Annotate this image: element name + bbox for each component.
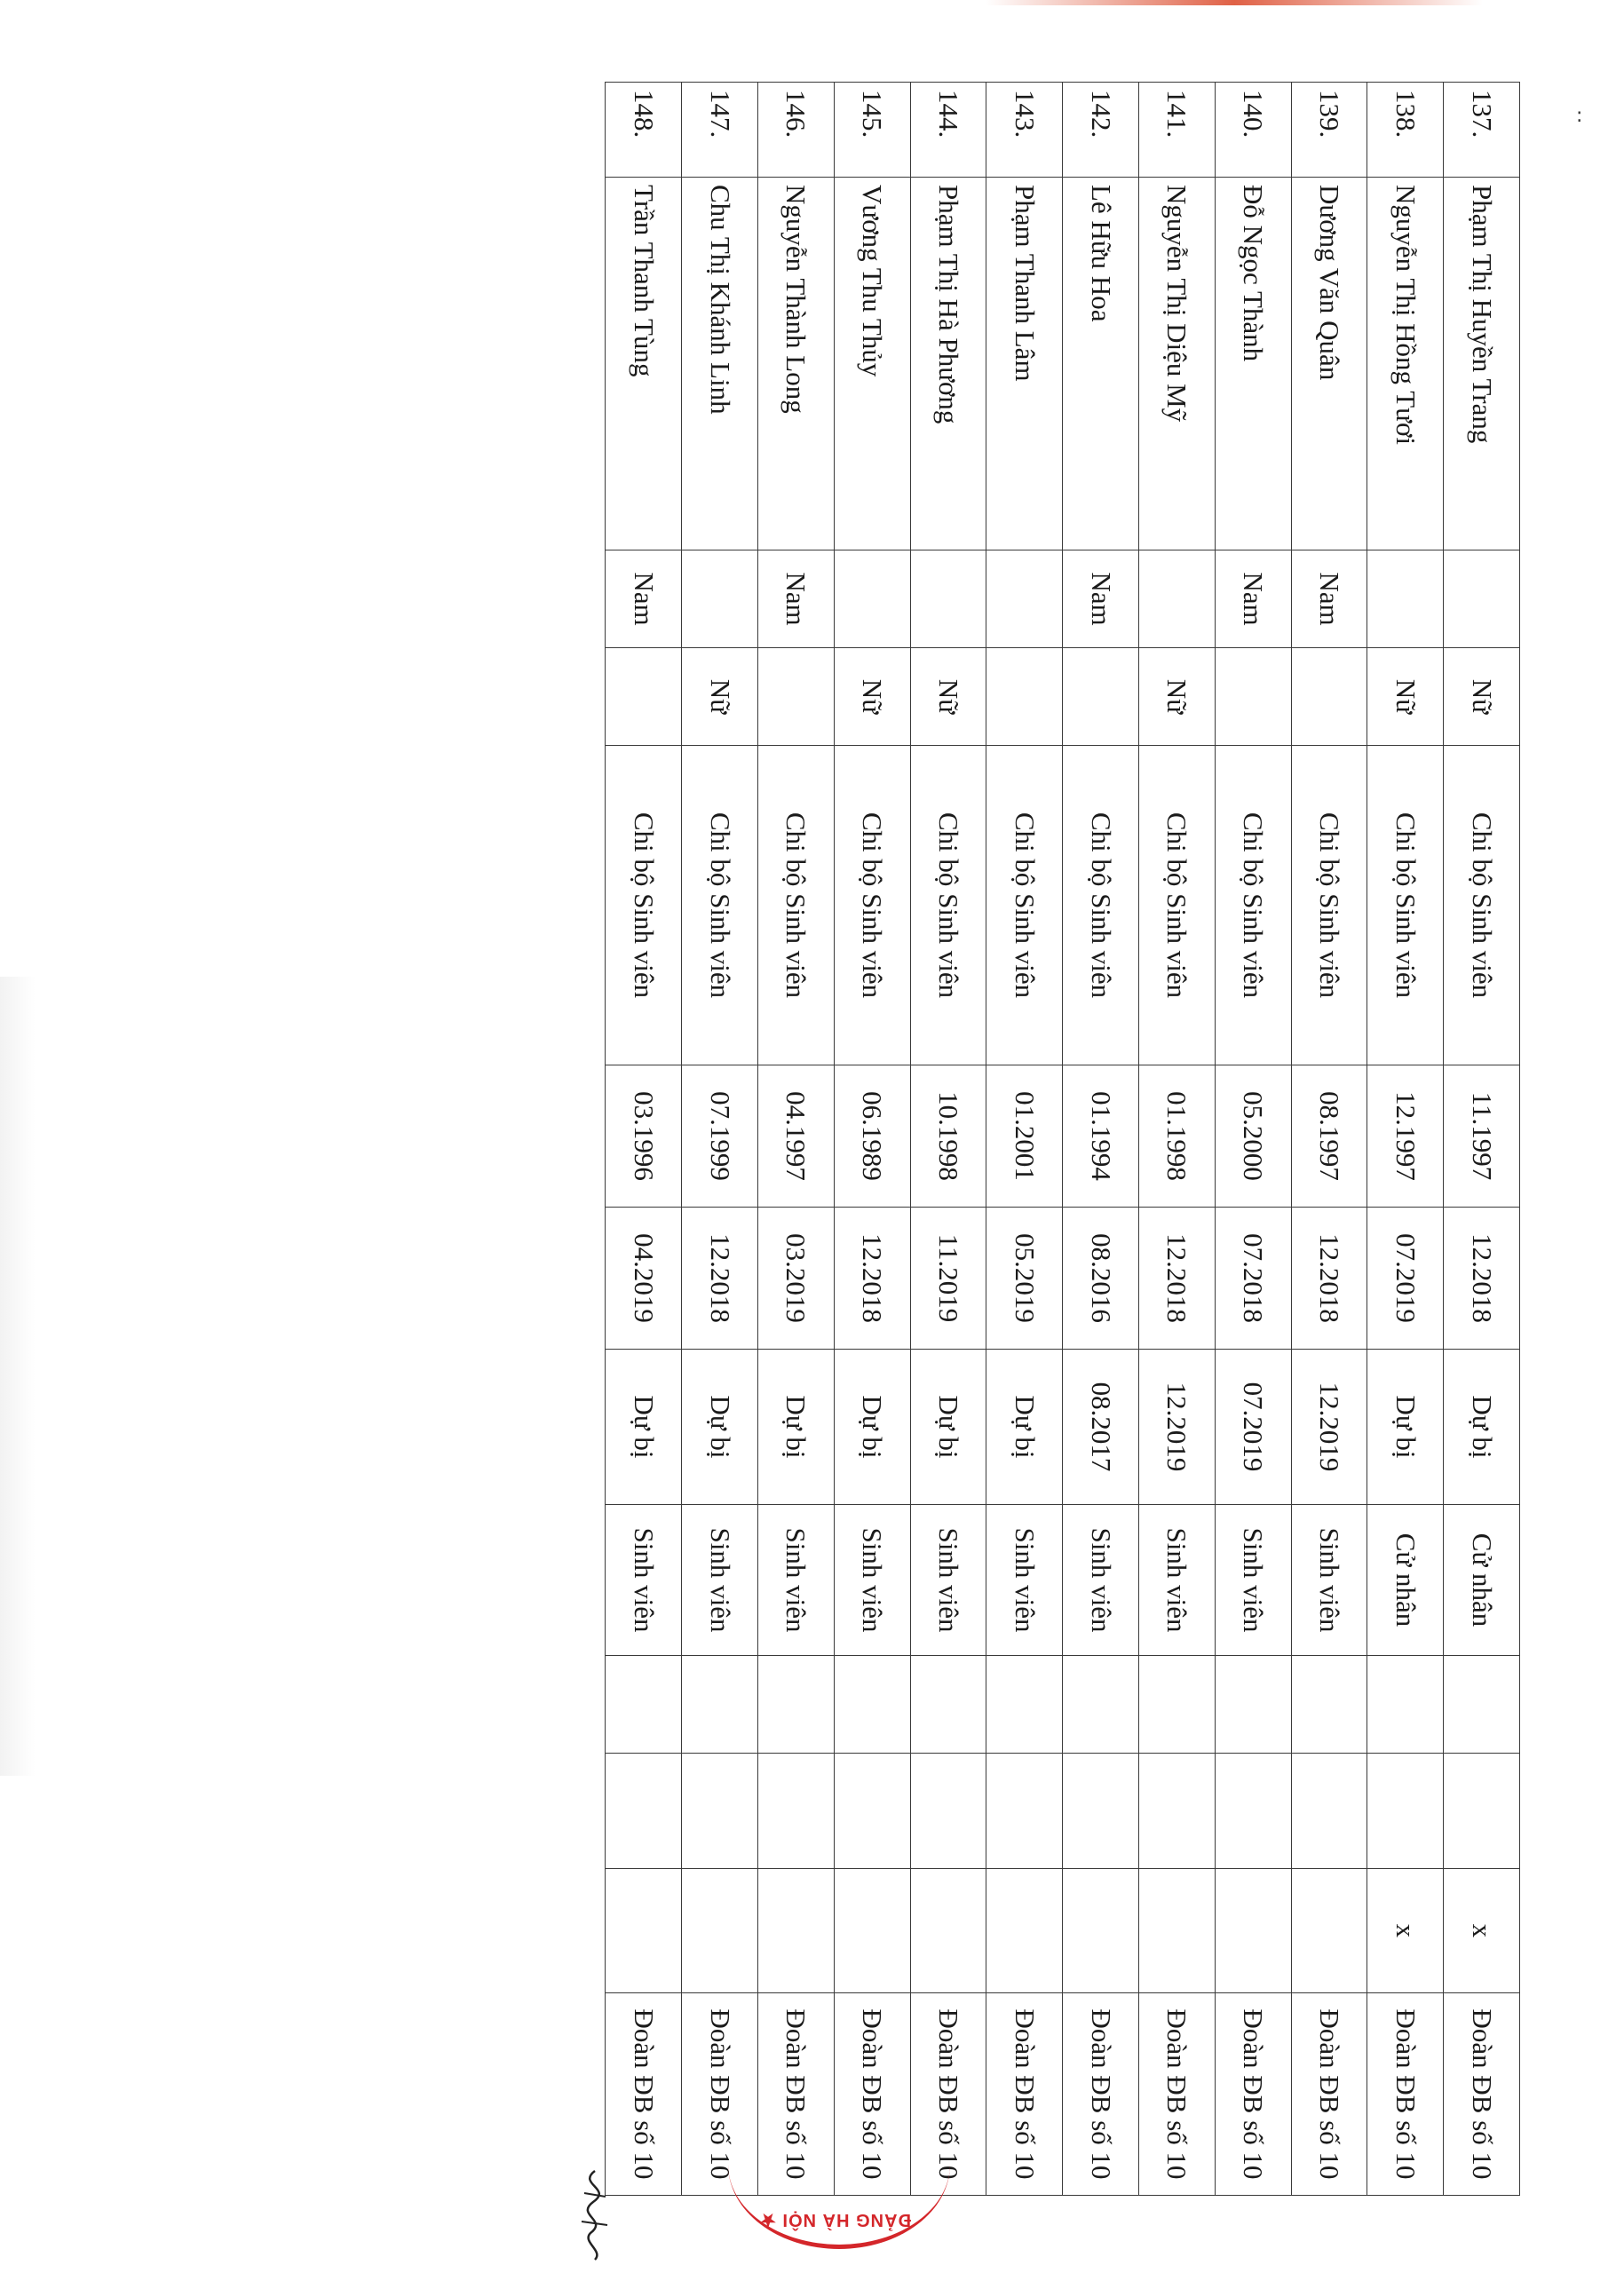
- selection-mark-cell: [834, 1869, 910, 1993]
- row-number-cell: 145.: [834, 83, 910, 178]
- party-unit-cell: Chi bộ Sinh viên: [834, 746, 910, 1065]
- table-row: [1139, 83, 1216, 2196]
- delegation-cell: Đoàn ĐB số 10: [1139, 1993, 1216, 2196]
- party-unit-cell: Chi bộ Sinh viên: [606, 746, 682, 1065]
- extra-column-2-cell: [986, 1754, 1063, 1869]
- occupation-cell: Sinh viên: [758, 1505, 835, 1656]
- join-date-cell: 12.2018: [1139, 1208, 1216, 1350]
- occupation-cell: Sinh viên: [1063, 1505, 1139, 1656]
- party-unit-cell: Chi bộ Sinh viên: [1291, 746, 1367, 1065]
- birth-date-cell: 12.1997: [1367, 1065, 1444, 1208]
- official-date-cell: Dự bị: [834, 1350, 910, 1505]
- birth-date-cell: 04.1997: [758, 1065, 835, 1208]
- occupation-cell: Sinh viên: [986, 1505, 1063, 1656]
- extra-column-2-cell: [1444, 1754, 1520, 1869]
- join-date-cell: 08.2016: [1063, 1208, 1139, 1350]
- official-date-cell: 07.2019: [1215, 1350, 1291, 1505]
- member-name-cell: Nguyễn Thị Hồng Tươi: [1367, 178, 1444, 550]
- birth-date-cell: 11.1997: [1444, 1065, 1520, 1208]
- delegation-cell: Đoàn ĐB số 10: [1444, 1993, 1520, 2196]
- selection-mark-cell: [910, 1869, 986, 1993]
- official-date-cell: 12.2019: [1291, 1350, 1367, 1505]
- official-date-cell: Dự bị: [682, 1350, 758, 1505]
- table-row: [1215, 83, 1291, 2196]
- party-unit-cell: Chi bộ Sinh viên: [758, 746, 835, 1065]
- selection-mark-cell: x: [1444, 1869, 1520, 1993]
- delegation-cell: Đoàn ĐB số 10: [1291, 1993, 1367, 2196]
- member-name-cell: Phạm Thị Huyền Trang: [1444, 178, 1520, 550]
- selection-mark-cell: [1215, 1869, 1291, 1993]
- occupation-cell: Sinh viên: [910, 1505, 986, 1656]
- member-name-cell: Dương Văn Quân: [1291, 178, 1367, 550]
- extra-column-1-cell: [910, 1656, 986, 1754]
- stamp-text: ĐẢNG HÀ NỘI ★: [759, 2210, 911, 2229]
- occupation-cell: Sinh viên: [1139, 1505, 1216, 1656]
- selection-mark-cell: [1063, 1869, 1139, 1993]
- table-row: [1367, 83, 1444, 2196]
- birth-date-cell: 03.1996: [606, 1065, 682, 1208]
- table-row: [682, 83, 758, 2196]
- row-number-cell: 140.: [1215, 83, 1291, 178]
- party-unit-cell: Chi bộ Sinh viên: [682, 746, 758, 1065]
- extra-column-1-cell: [1215, 1656, 1291, 1754]
- extra-column-1-cell: [1444, 1656, 1520, 1754]
- extra-column-1-cell: [606, 1656, 682, 1754]
- occupation-cell: Sinh viên: [1291, 1505, 1367, 1656]
- extra-column-1-cell: [834, 1656, 910, 1754]
- gender-male-cell: [682, 550, 758, 648]
- delegation-cell: Đoàn ĐB số 10: [834, 1993, 910, 2196]
- extra-column-1-cell: [986, 1656, 1063, 1754]
- row-number-cell: 144.: [910, 83, 986, 178]
- party-unit-cell: Chi bộ Sinh viên: [1444, 746, 1520, 1065]
- party-member-table: [605, 82, 1520, 2196]
- gender-male-cell: [1367, 550, 1444, 648]
- gender-male-cell: [910, 550, 986, 648]
- join-date-cell: 12.2018: [834, 1208, 910, 1350]
- occupation-cell: Sinh viên: [606, 1505, 682, 1656]
- table-row: [986, 83, 1063, 2196]
- birth-date-cell: 01.1994: [1063, 1065, 1139, 1208]
- party-unit-cell: Chi bộ Sinh viên: [1139, 746, 1216, 1065]
- extra-column-2-cell: [682, 1754, 758, 1869]
- delegation-cell: Đoàn ĐB số 10: [606, 1993, 682, 2196]
- gender-male-cell: Nam: [758, 550, 835, 648]
- row-number-cell: 139.: [1291, 83, 1367, 178]
- table-body: [606, 83, 1520, 2196]
- join-date-cell: 07.2019: [1367, 1208, 1444, 1350]
- gender-male-cell: Nam: [1291, 550, 1367, 648]
- party-unit-cell: Chi bộ Sinh viên: [1367, 746, 1444, 1065]
- party-unit-cell: Chi bộ Sinh viên: [910, 746, 986, 1065]
- selection-mark-cell: [986, 1869, 1063, 1993]
- extra-column-1-cell: [1063, 1656, 1139, 1754]
- row-number-cell: 138.: [1367, 83, 1444, 178]
- occupation-cell: Sinh viên: [1215, 1505, 1291, 1656]
- extra-column-1-cell: [682, 1656, 758, 1754]
- row-number-cell: 143.: [986, 83, 1063, 178]
- extra-column-1-cell: [1367, 1656, 1444, 1754]
- join-date-cell: 04.2019: [606, 1208, 682, 1350]
- birth-date-cell: 10.1998: [910, 1065, 986, 1208]
- selection-mark-cell: [1291, 1869, 1367, 1993]
- party-unit-cell: Chi bộ Sinh viên: [1215, 746, 1291, 1065]
- extra-column-1-cell: [758, 1656, 835, 1754]
- table-row: [606, 83, 682, 2196]
- join-date-cell: 07.2018: [1215, 1208, 1291, 1350]
- official-date-cell: 12.2019: [1139, 1350, 1216, 1505]
- birth-date-cell: 06.1989: [834, 1065, 910, 1208]
- official-date-cell: 08.2017: [1063, 1350, 1139, 1505]
- row-number-cell: 146.: [758, 83, 835, 178]
- scan-shadow: [0, 977, 36, 1776]
- rotated-sheet: [606, 82, 1520, 2195]
- table-row: [758, 83, 835, 2196]
- join-date-cell: 12.2018: [682, 1208, 758, 1350]
- extra-column-2-cell: [1291, 1754, 1367, 1869]
- occupation-cell: Cử nhân: [1367, 1505, 1444, 1656]
- extra-column-1-cell: [1139, 1656, 1216, 1754]
- gender-female-cell: [1215, 648, 1291, 746]
- extra-column-2-cell: [758, 1754, 835, 1869]
- member-name-cell: Vương Thu Thủy: [834, 178, 910, 550]
- extra-column-2-cell: [1139, 1754, 1216, 1869]
- occupation-cell: Cử nhân: [1444, 1505, 1520, 1656]
- delegation-cell: Đoàn ĐB số 10: [1215, 1993, 1291, 2196]
- delegation-cell: Đoàn ĐB số 10: [910, 1993, 986, 2196]
- join-date-cell: 05.2019: [986, 1208, 1063, 1350]
- gender-male-cell: [834, 550, 910, 648]
- row-number-cell: 141.: [1139, 83, 1216, 178]
- gender-female-cell: Nữ: [910, 648, 986, 746]
- margin-dots: :: [1576, 105, 1583, 127]
- gender-male-cell: [1139, 550, 1216, 648]
- delegation-cell: Đoàn ĐB số 10: [1367, 1993, 1444, 2196]
- gender-male-cell: Nam: [1215, 550, 1291, 648]
- extra-column-2-cell: [1063, 1754, 1139, 1869]
- table-row: [1444, 83, 1520, 2196]
- official-date-cell: Dự bị: [1367, 1350, 1444, 1505]
- official-date-cell: Dự bị: [910, 1350, 986, 1505]
- gender-female-cell: Nữ: [1139, 648, 1216, 746]
- gender-female-cell: [758, 648, 835, 746]
- delegation-cell: Đoàn ĐB số 10: [1063, 1993, 1139, 2196]
- join-date-cell: 03.2019: [758, 1208, 835, 1350]
- member-name-cell: Nguyễn Thị Diệu Mỹ: [1139, 178, 1216, 550]
- gender-male-cell: Nam: [606, 550, 682, 648]
- birth-date-cell: 08.1997: [1291, 1065, 1367, 1208]
- member-name-cell: Phạm Thị Hà Phương: [910, 178, 986, 550]
- occupation-cell: Sinh viên: [682, 1505, 758, 1656]
- delegation-cell: Đoàn ĐB số 10: [682, 1993, 758, 2196]
- delegation-cell: Đoàn ĐB số 10: [986, 1993, 1063, 2196]
- extra-column-1-cell: [1291, 1656, 1367, 1754]
- selection-mark-cell: [758, 1869, 835, 1993]
- member-name-cell: Lê Hữu Hoa: [1063, 178, 1139, 550]
- gender-female-cell: Nữ: [1444, 648, 1520, 746]
- selection-mark-cell: [682, 1869, 758, 1993]
- member-name-cell: Trần Thanh Tùng: [606, 178, 682, 550]
- gender-female-cell: Nữ: [834, 648, 910, 746]
- extra-column-2-cell: [910, 1754, 986, 1869]
- gender-female-cell: [1063, 648, 1139, 746]
- birth-date-cell: 01.2001: [986, 1065, 1063, 1208]
- party-unit-cell: Chi bộ Sinh viên: [986, 746, 1063, 1065]
- join-date-cell: 12.2018: [1444, 1208, 1520, 1350]
- signature: [568, 2166, 622, 2264]
- gender-male-cell: [1444, 550, 1520, 648]
- row-number-cell: 137.: [1444, 83, 1520, 178]
- table-row: [1063, 83, 1139, 2196]
- table-row: [834, 83, 910, 2196]
- member-name-cell: Đỗ Ngọc Thành: [1215, 178, 1291, 550]
- selection-mark-cell: [606, 1869, 682, 1993]
- gender-female-cell: [986, 648, 1063, 746]
- row-number-cell: 147.: [682, 83, 758, 178]
- selection-mark-cell: [1139, 1869, 1216, 1993]
- official-date-cell: Dự bị: [758, 1350, 835, 1505]
- gender-female-cell: Nữ: [1367, 648, 1444, 746]
- official-date-cell: Dự bị: [986, 1350, 1063, 1505]
- gender-female-cell: [606, 648, 682, 746]
- official-date-cell: Dự bị: [1444, 1350, 1520, 1505]
- join-date-cell: 12.2018: [1291, 1208, 1367, 1350]
- official-stamp: [728, 2165, 950, 2249]
- extra-column-2-cell: [1367, 1754, 1444, 1869]
- selection-mark-cell: x: [1367, 1869, 1444, 1993]
- table-row: [1291, 83, 1367, 2196]
- gender-male-cell: Nam: [1063, 550, 1139, 648]
- scan-edge-smudge: [986, 0, 1483, 5]
- gender-female-cell: Nữ: [682, 648, 758, 746]
- gender-male-cell: [986, 550, 1063, 648]
- row-number-cell: 142.: [1063, 83, 1139, 178]
- table-row: [910, 83, 986, 2196]
- member-name-cell: Chu Thị Khánh Linh: [682, 178, 758, 550]
- row-number-cell: 148.: [606, 83, 682, 178]
- birth-date-cell: 07.1999: [682, 1065, 758, 1208]
- join-date-cell: 11.2019: [910, 1208, 986, 1350]
- birth-date-cell: 05.2000: [1215, 1065, 1291, 1208]
- member-name-cell: Nguyễn Thành Long: [758, 178, 835, 550]
- extra-column-2-cell: [1215, 1754, 1291, 1869]
- occupation-cell: Sinh viên: [834, 1505, 910, 1656]
- delegation-cell: Đoàn ĐB số 10: [758, 1993, 835, 2196]
- gender-female-cell: [1291, 648, 1367, 746]
- party-unit-cell: Chi bộ Sinh viên: [1063, 746, 1139, 1065]
- extra-column-2-cell: [834, 1754, 910, 1869]
- member-name-cell: Phạm Thanh Lâm: [986, 178, 1063, 550]
- extra-column-2-cell: [606, 1754, 682, 1869]
- official-date-cell: Dự bị: [606, 1350, 682, 1505]
- birth-date-cell: 01.1998: [1139, 1065, 1216, 1208]
